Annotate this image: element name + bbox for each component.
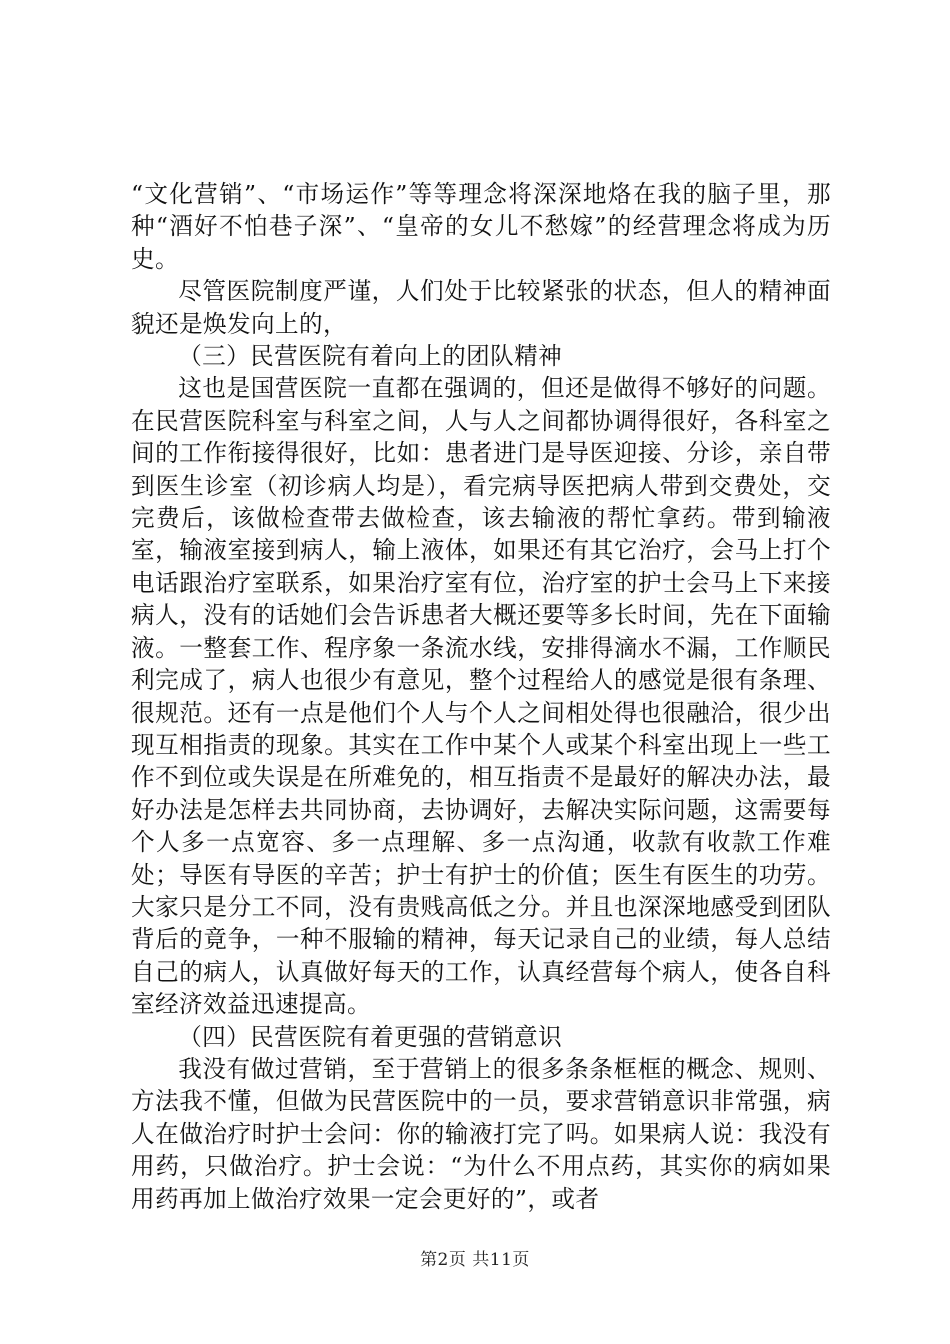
paragraph-hospital-spirit: 尽管医院制度严谨，人们处于比较紧张的状态，但人的精神面貌还是焕发向上的， — [131, 277, 831, 338]
page-footer: 第2页 共11页 — [420, 1250, 530, 1270]
section-heading-team-spirit: （三）民营医院有着向上的团队精神 — [178, 342, 563, 371]
section-heading-marketing: （四）民营医院有着更强的营销意识 — [178, 1022, 563, 1051]
paragraph-marketing: 我没有做过营销，至于营销上的很多条条框框的概念、规则、方法我不懂，但做为民营医院中的一员，要求营销意识非常强，病人在做治疗时护士会问：你的输液打完了吗。如果病人说：我没有用药，只做治疗。护士会说：“为什么不用点药，其实你的病如果用药再加上做治疗效果一定会更好的”，或者 — [131, 1054, 831, 1213]
paragraph-continuation: “文化营销”、“市场运作”等等理念将深深地烙在我的脑子里，那种“酒好不怕巷子深”、“皇帝的女儿不愁嫁”的经营理念将成为历史。 — [131, 180, 831, 273]
paragraph-team-spirit: 这也是国营医院一直都在强调的，但还是做得不够好的问题。在民营医院科室与科室之间，人与人之间都协调得很好，各科室之间的工作衔接得很好，比如：患者进门是导医迎接、分诊，亲自带到医生诊室（初诊病人均是），看完病导医把病人带到交费处，交完费后，该做检查带去做检查，该去输液的帮忙拿药。带到输液室，输液室接到病人，输上液体，如果还有其它治疗，会马上打个电话跟治疗室联系，如果治疗室有位，治疗室的护士会马上下来接病人，没有的话她们会告诉患者大概还要等多长时间，先在下面输液。一整套工作、程序象一条流水线，安排得滴水不漏，工作顺民利完成了，病人也很少有意见，整个过程给人的感觉是很有条理、很规范。还有一点是他们个人与个人之间相处得也很融洽，很少出现互相指责的现象。其实在工作中某个人或某个科室出现上一些工作不到位或失误是在所难免的，相互指责不是最好的解决办法，最好办法是怎样去共同协商，去协调好，去解决实际问题，这需要每个人多一点宽容、多一点理解、多一点沟通，收款有收款工作难处；导医有导医的辛苦；护士有护士的价值；医生有医生的功劳。大家只是分工不同，没有贵贱高低之分。并且也深深地感受到团队背后的竟争，一种不服输的精神，每天记录自己的业绩，每人总结自己的病人，认真做好每天的工作，认真经营每个病人，使各自科室经济效益迅速提高。 — [131, 374, 831, 1019]
document-body — [131, 178, 831, 1215]
